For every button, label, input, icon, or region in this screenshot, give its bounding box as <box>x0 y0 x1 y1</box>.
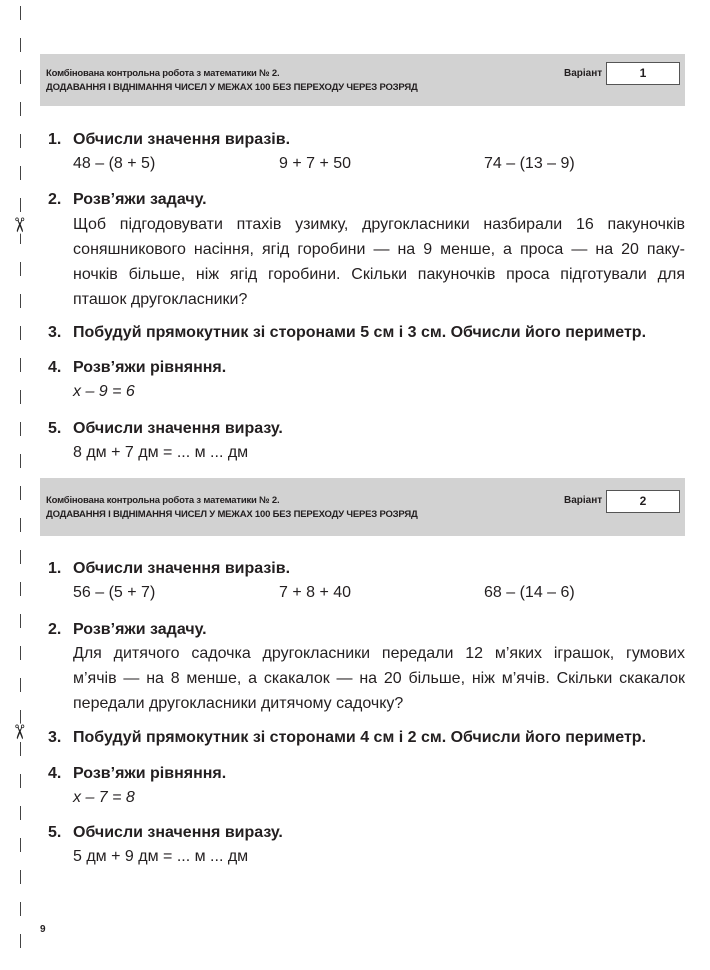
cut-line-dash <box>20 806 21 820</box>
scissors-icon: ✂ <box>7 216 32 234</box>
task-number: 5. <box>48 420 62 437</box>
task-title: Обчисли значення виразу. <box>73 824 283 841</box>
task-title: Побудуй прямокутник зі сторонами 4 см і 2 см. Обчисли його периметр. <box>73 729 647 746</box>
problem-line: м’ячів — на 8 менше, а скакалок — на 20 більше, ніж м’ячів. Скільки скакалок <box>73 670 685 687</box>
cut-line-dash <box>20 134 21 148</box>
task-number: 3. <box>48 729 62 746</box>
task-number: 5. <box>48 824 62 841</box>
cut-line-dash <box>20 678 21 692</box>
cut-line-dash <box>20 646 21 660</box>
expression: 9 + 7 + 50 <box>279 155 352 172</box>
variant-1 <box>40 54 685 461</box>
cut-line-dash <box>20 70 21 84</box>
cut-line-dash <box>20 550 21 564</box>
task-title: Обчисли значення виразів. <box>73 131 291 148</box>
header-title-text: Комбінована контрольна робота з математики № 2. <box>46 495 280 506</box>
expression: 48 – (8 + 5) <box>73 155 156 172</box>
header-title <box>46 494 418 522</box>
problem-line: Щоб підгодовувати птахів узимку, другокласники назбирали 16 пакуночків <box>73 216 685 233</box>
cut-line-dash <box>20 390 21 404</box>
cut-line-dash <box>20 198 21 212</box>
header-title <box>46 67 418 95</box>
cut-line-dash <box>20 262 21 276</box>
variant-2 <box>40 478 685 865</box>
cut-line-dash <box>20 934 21 948</box>
problem-line: соняшникового насіння, ягід горобини — на 9 менше, а проса — на 20 паку- <box>73 241 685 258</box>
cut-line-dash <box>20 38 21 52</box>
cut-line-dash <box>20 6 21 20</box>
variant-number-box: 2 <box>606 490 680 513</box>
variant-number-box: 1 <box>606 62 680 85</box>
task-number: 3. <box>48 324 62 341</box>
variant-label: Варіант <box>564 495 603 506</box>
task-number: 4. <box>48 765 62 782</box>
cut-line-dash <box>20 774 21 788</box>
cut-line-dash <box>20 902 21 916</box>
expression: 8 дм + 7 дм = ... м ... дм <box>73 444 249 461</box>
task-title: Розв’яжи задачу. <box>73 191 207 208</box>
expression: 5 дм + 9 дм = ... м ... дм <box>73 848 249 865</box>
cut-line-dash <box>20 358 21 372</box>
problem-text <box>73 641 685 716</box>
cut-line-dash <box>20 454 21 468</box>
cut-line <box>7 0 32 970</box>
problem-line: ночків більше, ніж ягід горобини. Скільки пакуночків проса підготували для <box>73 266 685 283</box>
problem-line: пташок другокласники? <box>73 291 248 308</box>
problem-line: передали другокласники дитячому садочку? <box>73 695 404 712</box>
task-title: Обчисли значення виразів. <box>73 560 291 577</box>
cut-line-dash <box>20 422 21 436</box>
equation: x – 7 = 8 <box>73 789 135 806</box>
task-number: 2. <box>48 191 62 208</box>
task-title: Розв’яжи рівняння. <box>73 359 227 376</box>
expression: 68 – (14 – 6) <box>484 584 575 601</box>
task-number: 1. <box>48 131 62 148</box>
scissors-icon: ✂ <box>7 723 32 741</box>
expression: 74 – (13 – 9) <box>484 155 575 172</box>
expression: 56 – (5 + 7) <box>73 584 156 601</box>
task-title: Розв’яжи задачу. <box>73 621 207 638</box>
cut-line-dash <box>20 614 21 628</box>
cut-line-dash <box>20 166 21 180</box>
problem-text <box>73 212 685 312</box>
task-title: Обчисли значення виразу. <box>73 420 283 437</box>
variant-header <box>40 478 685 536</box>
page-number: 9 <box>40 924 46 935</box>
header-title-text: Комбінована контрольна робота з математики № 2. <box>46 68 280 79</box>
task-title: Розв’яжи рівняння. <box>73 765 227 782</box>
cut-line-dash <box>20 742 21 756</box>
task-number: 2. <box>48 621 62 638</box>
equation: x – 9 = 6 <box>73 383 135 400</box>
cut-line-dash <box>20 518 21 532</box>
task-number: 1. <box>48 560 62 577</box>
cut-line-dash <box>20 582 21 596</box>
header-subtitle: ДОДАВАННЯ І ВІДНІМАННЯ ЧИСЕЛ У МЕЖАХ 100 БЕЗ ПЕРЕХОДУ ЧЕРЕЗ РОЗРЯД <box>46 82 418 93</box>
task-title: Побудуй прямокутник зі сторонами 5 см і 3 см. Обчисли його периметр. <box>73 324 647 341</box>
cut-line-dash <box>20 710 21 724</box>
problem-line: Для дитячого садочка другокласники передали 12 м’яких іграшок, гумових <box>73 645 685 662</box>
cut-line-dash <box>20 870 21 884</box>
variant-header <box>40 54 685 106</box>
cut-line-dash <box>20 838 21 852</box>
cut-line-dash <box>20 486 21 500</box>
cut-line-dash <box>20 326 21 340</box>
expression: 7 + 8 + 40 <box>279 584 352 601</box>
task-number: 4. <box>48 359 62 376</box>
header-subtitle: ДОДАВАННЯ І ВІДНІМАННЯ ЧИСЕЛ У МЕЖАХ 100 БЕЗ ПЕРЕХОДУ ЧЕРЕЗ РОЗРЯД <box>46 509 418 520</box>
variant-label: Варіант <box>564 68 603 79</box>
cut-line-dash <box>20 102 21 116</box>
cut-line-dash <box>20 294 21 308</box>
